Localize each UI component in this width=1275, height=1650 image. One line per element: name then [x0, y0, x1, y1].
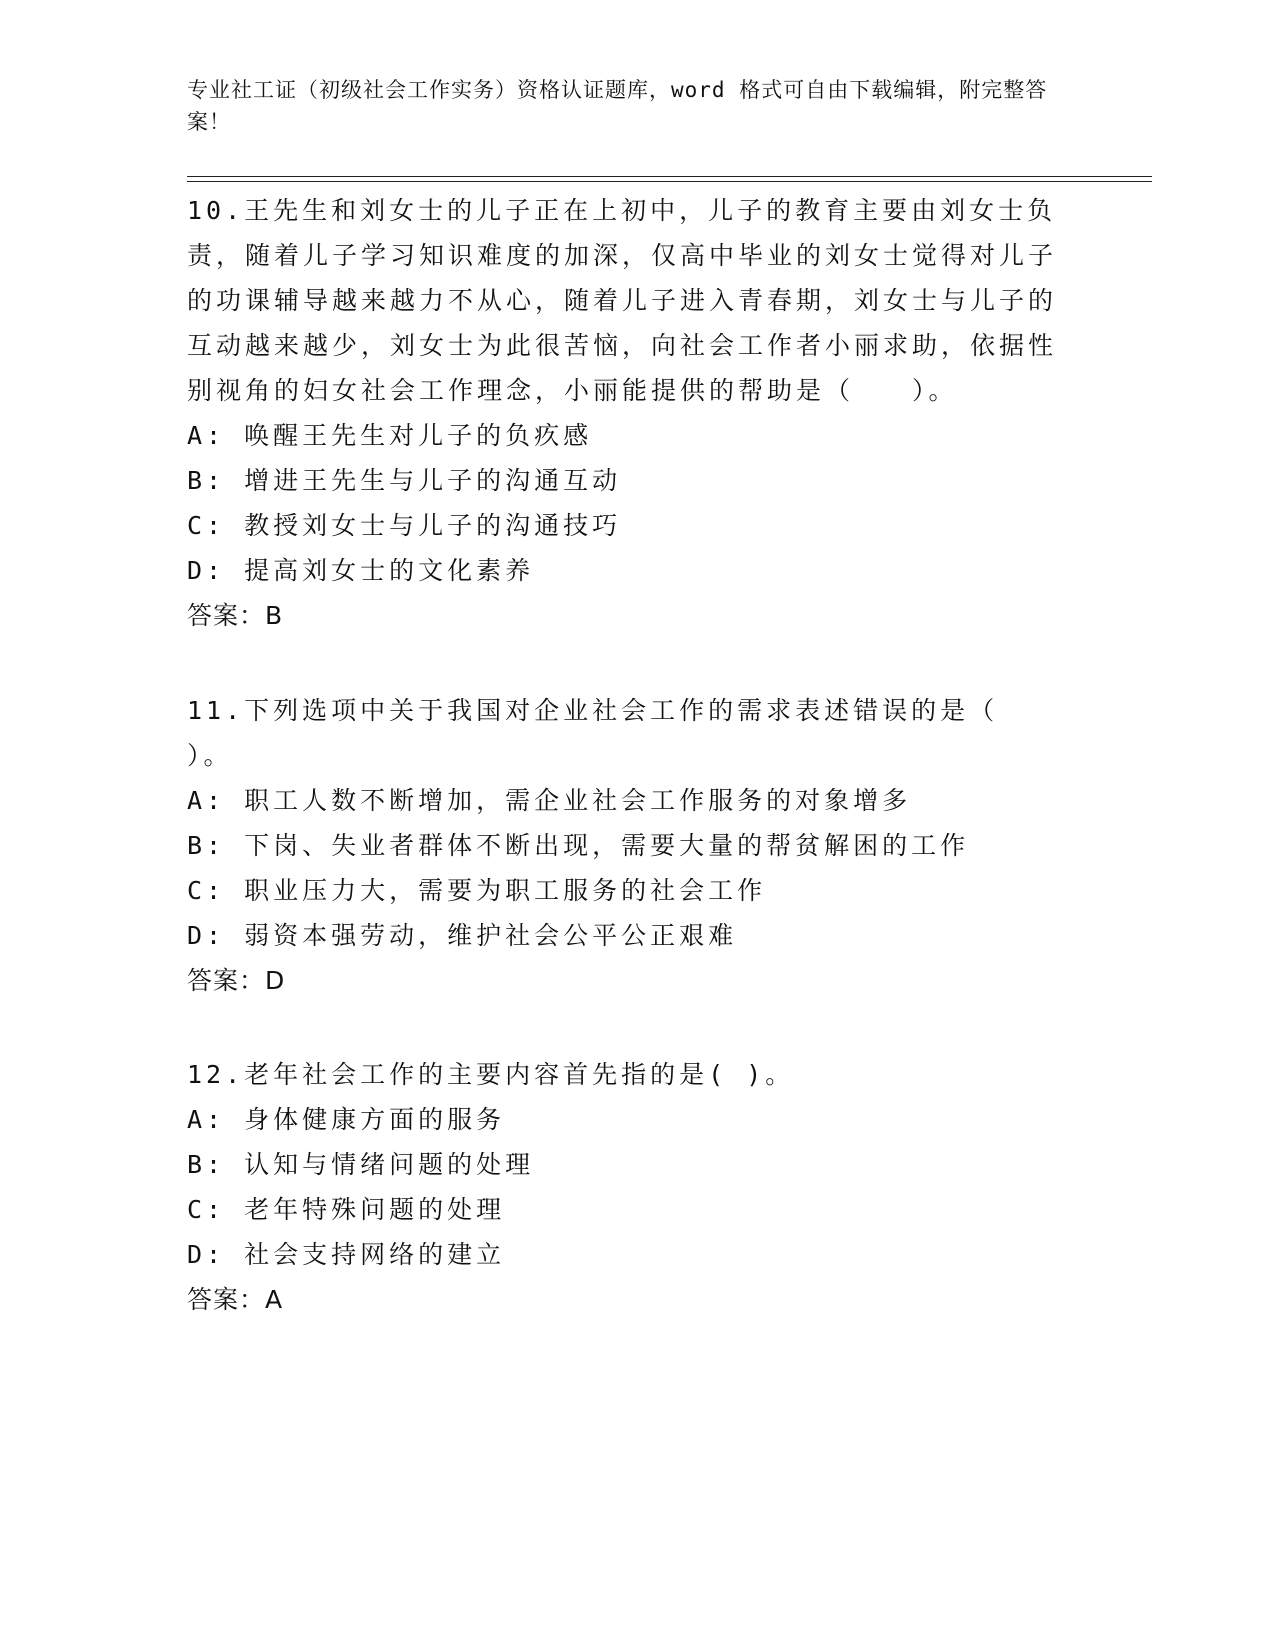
- header-divider-top: [187, 176, 1152, 177]
- option-d: D: 弱资本强劳动，维护社会公平公正艰难: [187, 921, 738, 950]
- option-a: A: 身体健康方面的服务: [187, 1105, 506, 1134]
- option-b: B: 认知与情绪问题的处理: [187, 1150, 535, 1179]
- option-b: B: 下岗、失业者群体不断出现，需要大量的帮贫解困的工作: [187, 831, 970, 860]
- option-d: D: 社会支持网络的建立: [187, 1240, 506, 1269]
- question-stem: 12.老年社会工作的主要内容首先指的是( )。: [187, 1060, 795, 1089]
- option-a: A: 职工人数不断增加，需企业社会工作服务的对象增多: [187, 786, 912, 815]
- answer: 答案：B: [187, 601, 284, 630]
- option-c: C: 职业压力大，需要为职工服务的社会工作: [187, 876, 767, 905]
- question-stem: 10.王先生和刘女士的儿子正在上初中，儿子的教育主要由刘女士负责，随着儿子学习知识难度的加深，仅高中毕业的刘女士觉得对儿子的功课辅导越来越力不从心，随着儿子进入青春期，刘女士与儿子的互动越来越少，刘女士为此很苦恼，向社会工作者小丽求助，依据性别视角的妇女社会工作理念，小丽能提供的帮助是（ ）。: [187, 196, 1058, 405]
- option-d: D: 提高刘女士的文化素养: [187, 556, 535, 585]
- option-b: B: 增进王先生与儿子的沟通互动: [187, 466, 622, 495]
- question-12: [187, 1052, 1087, 1322]
- question-11: [187, 688, 1087, 1003]
- answer: 答案：A: [187, 1285, 284, 1314]
- option-c: C: 教授刘女士与儿子的沟通技巧: [187, 511, 622, 540]
- option-c: C: 老年特殊问题的处理: [187, 1195, 506, 1224]
- document-header: 专业社工证（初级社会工作实务）资格认证题库，word 格式可自由下载编辑，附完整答案！: [187, 78, 1048, 134]
- option-a: A: 唤醒王先生对儿子的负疚感: [187, 421, 593, 450]
- header-divider-bottom: [187, 181, 1152, 182]
- question-10: [187, 188, 1067, 638]
- answer: 答案：D: [187, 966, 286, 995]
- question-stem: 11.下列选项中关于我国对企业社会工作的需求表述错误的是（ ）。: [187, 696, 1057, 770]
